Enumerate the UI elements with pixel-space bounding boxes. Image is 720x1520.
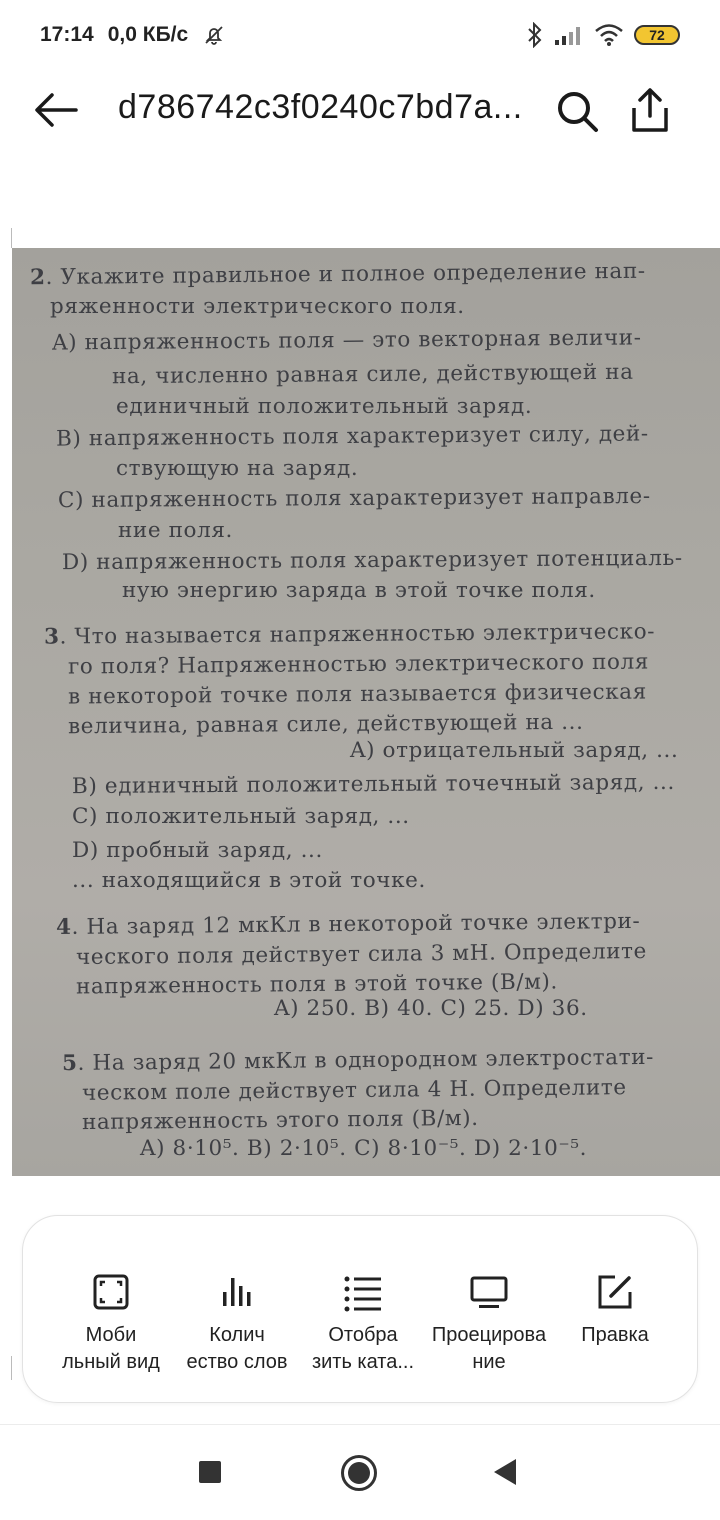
mobile-view-button[interactable]: [47, 1216, 175, 1404]
status-bar: [0, 0, 720, 70]
doc-line: B) напряженность поля характеризует силу, дей-: [55, 421, 649, 452]
doc-line: ствующую на заряд.: [116, 456, 359, 481]
projection-button[interactable]: [423, 1216, 555, 1404]
status-data-rate: 0,0 КБ/с: [107, 23, 189, 46]
doc-line: ческом поле действует сила 4 Н. Определите: [81, 1075, 627, 1106]
doc-line: C) напряженность поля характеризует направле-: [57, 483, 651, 514]
bar-chart-icon: [217, 1272, 257, 1312]
monitor-icon: [469, 1272, 509, 1312]
doc-line: 5. На заряд 20 мкКл в однородном электростати-: [61, 1044, 655, 1077]
doc-line: 3. Что называется напряженностью электрическо-: [43, 619, 656, 650]
doc-line: ную энергию заряда в этой точке поля.: [122, 578, 596, 603]
recents-icon[interactable]: [199, 1461, 221, 1483]
doc-line: ние поля.: [118, 518, 233, 543]
document-photo[interactable]: [12, 248, 720, 1176]
edit-icon: [595, 1272, 635, 1312]
doc-line: D) напряженность поля характеризует потенциаль-: [61, 545, 683, 576]
doc-line: в некоторой точке поля называется физическая: [67, 679, 647, 710]
document-title: d786742c3f0240c7bd7a...: [118, 88, 523, 126]
doc-line: 4. На заряд 12 мкКл в некоторой точке электри-: [55, 908, 641, 941]
doc-line: A) отрицательный заряд, ...: [350, 738, 679, 763]
word-count-label: Колич ество слов: [186, 1324, 288, 1373]
app-bar: [0, 70, 720, 150]
doc-line: на, численно равная силе, действующей на: [111, 359, 634, 390]
doc-line: 2. Укажите правильное и полное определение нап-: [29, 258, 646, 291]
wifi-icon: [594, 23, 624, 47]
doc-line: A) напряженность поля — это векторная величи-: [51, 325, 642, 356]
doc-line: ческого поля действует сила 3 мН. Определите: [75, 939, 648, 970]
doc-line: D) пробный заряд, ...: [72, 838, 323, 863]
list-icon: [343, 1272, 383, 1312]
doc-line: напряженность поля в этой точке (В/м).: [75, 969, 559, 1000]
doc-line: B) единичный положительный точечный заряд, ...: [71, 769, 675, 800]
doc-line: A) 250. B) 40. C) 25. D) 36.: [274, 996, 588, 1021]
fullscreen-icon: [91, 1272, 131, 1312]
system-nav-bar: [0, 1425, 720, 1520]
battery-icon: 72: [634, 25, 680, 45]
back-icon[interactable]: [494, 1459, 516, 1485]
word-count-button[interactable]: [173, 1216, 301, 1404]
doc-line: единичный положительный заряд.: [116, 394, 533, 419]
page-edge-marker: [0, 1356, 12, 1380]
mobile-view-label: Моби льный вид: [62, 1324, 160, 1373]
bell-off-icon: [202, 23, 226, 47]
document-actions-panel: [22, 1215, 698, 1403]
doc-line: C) положительный заряд, ...: [72, 804, 410, 829]
doc-line: ряженности электрического поля.: [50, 294, 465, 319]
share-icon[interactable]: [628, 86, 672, 134]
edit-label: Правка: [581, 1324, 649, 1346]
doc-line: напряженность этого поля (В/м).: [81, 1105, 479, 1136]
show-catalog-label: Отобра зить ката...: [311, 1324, 415, 1373]
search-icon[interactable]: [554, 88, 600, 134]
show-catalog-button[interactable]: [299, 1216, 427, 1404]
signal-icon: [554, 24, 584, 46]
page-edge-marker: [0, 228, 12, 248]
back-arrow-icon[interactable]: [32, 90, 80, 130]
doc-line: величина, равная силе, действующей на ...: [67, 709, 584, 740]
edit-button[interactable]: [551, 1216, 679, 1404]
projection-label: Проецирова ние: [431, 1324, 547, 1373]
doc-line: ... находящийся в этой точке.: [72, 868, 426, 893]
status-time: 17:14: [40, 23, 94, 46]
doc-line: A) 8·10⁵. B) 2·10⁵. C) 8·10⁻⁵. D) 2·10⁻⁵.: [140, 1136, 587, 1161]
doc-line: го поля? Напряженностью электрического поля: [67, 649, 650, 680]
bluetooth-icon: [526, 22, 544, 48]
home-icon[interactable]: [341, 1455, 377, 1491]
